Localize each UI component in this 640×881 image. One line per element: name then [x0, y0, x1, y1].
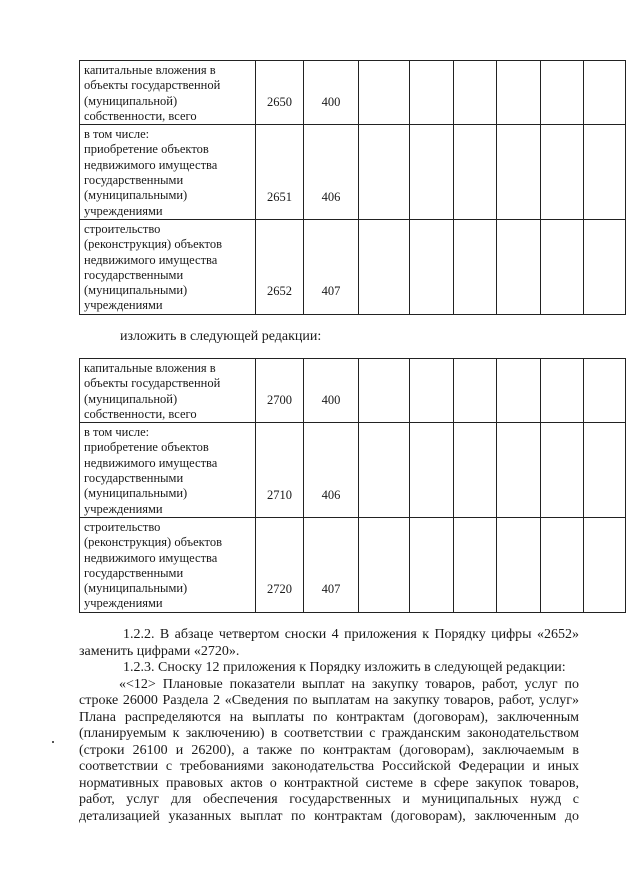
row-name-line: (муниципальными): [84, 581, 188, 596]
empty-cell: [359, 423, 410, 518]
row-name-line: (муниципальной): [84, 391, 178, 406]
empty-cell: [584, 359, 626, 423]
kbk-code-cell: 406: [304, 125, 359, 220]
row-name-cell: [80, 219, 256, 314]
table-after: [79, 358, 626, 613]
empty-cell: [359, 61, 410, 125]
row-name-line: (реконструкция) объектов: [84, 237, 222, 252]
empty-cell: [410, 517, 454, 612]
row-name-line: строительство: [84, 519, 161, 534]
row-name-line: учреждениями: [84, 596, 163, 611]
empty-cell: [454, 219, 497, 314]
row-name-line: приобретение объектов: [84, 440, 209, 455]
empty-cell: [497, 359, 541, 423]
row-name-line: учреждениями: [84, 298, 163, 313]
empty-cell: [410, 423, 454, 518]
paragraph-line: (строки 26100 и 26200), а также по контрактам (договорам), заключаемым в: [79, 742, 579, 758]
paragraph-line: заменить цифрами «2720».: [79, 643, 240, 659]
row-name-line: объекты государственной: [84, 78, 221, 93]
line-code-cell: 2710: [256, 423, 304, 518]
row-name-line: государственными: [84, 267, 184, 282]
line-code-cell: 2652: [256, 219, 304, 314]
empty-cell: [541, 125, 584, 220]
table-row: [80, 125, 626, 220]
line-code-cell: 2650: [256, 61, 304, 125]
empty-cell: [410, 359, 454, 423]
row-name-line: (муниципальными): [84, 283, 188, 298]
row-name-line: строительство: [84, 221, 161, 236]
row-name-line: учреждениями: [84, 501, 163, 516]
table-row: [80, 423, 626, 518]
row-name-line: капитальные вложения в: [84, 63, 216, 77]
row-name-line: недвижимого имущества: [84, 252, 218, 267]
paragraph-line: 1.2.3. Сноску 12 приложения к Порядку изложить в следующей редакции:: [123, 660, 566, 675]
kbk-code-cell: 406: [304, 423, 359, 518]
empty-cell: [454, 359, 497, 423]
empty-cell: [454, 423, 497, 518]
empty-cell: [359, 125, 410, 220]
row-name-line: объекты государственной: [84, 376, 221, 391]
kbk-code-cell: 407: [304, 219, 359, 314]
row-name-cell: [80, 359, 256, 423]
paragraph-line: «<12> Плановые показатели выплат на закупку товаров, работ, услуг по: [119, 676, 579, 692]
empty-cell: [584, 61, 626, 125]
line-code-cell: 2700: [256, 359, 304, 423]
row-name-line: в том числе:: [84, 127, 150, 142]
empty-cell: [541, 359, 584, 423]
empty-cell: [359, 219, 410, 314]
empty-cell: [359, 359, 410, 423]
empty-cell: [584, 219, 626, 314]
paragraph-line: строке 26000 Раздела 2 «Сведения по выплатам на закупку товаров, работ, услуг»: [79, 693, 579, 708]
empty-cell: [454, 125, 497, 220]
empty-cell: [584, 517, 626, 612]
empty-cell: [497, 517, 541, 612]
table-row: [80, 219, 626, 314]
row-name-line: капитальные вложения в: [84, 361, 216, 375]
row-name-line: (реконструкция) объектов: [84, 535, 222, 550]
row-name-line: недвижимого имущества: [84, 157, 218, 172]
empty-cell: [497, 219, 541, 314]
row-name-line: государственными: [84, 565, 184, 580]
empty-cell: [584, 423, 626, 518]
line-code-cell: 2720: [256, 517, 304, 612]
table-row: [80, 517, 626, 612]
table-row: [80, 61, 626, 125]
row-name-line: в том числе:: [84, 425, 150, 440]
row-name-line: собственности, всего: [84, 108, 197, 123]
row-name-line: приобретение объектов: [84, 142, 209, 157]
line-code-cell: 2651: [256, 125, 304, 220]
kbk-code-cell: 407: [304, 517, 359, 612]
paragraph-line: детализацией указанных выплат по контрактам (договорам), заключенным до: [79, 808, 579, 824]
row-name-line: (муниципальными): [84, 486, 188, 501]
empty-cell: [541, 61, 584, 125]
row-name-line: (муниципальной): [84, 93, 178, 108]
kbk-code-cell: 400: [304, 359, 359, 423]
amendment-caption: изложить в следующей редакции:: [120, 329, 322, 344]
row-name-line: учреждениями: [84, 203, 163, 218]
empty-cell: [410, 125, 454, 220]
table-row: [80, 359, 626, 423]
paragraph-line: соответствии с требованиями законодательства Российской Федерации и иных: [79, 759, 579, 774]
empty-cell: [454, 517, 497, 612]
empty-cell: [359, 517, 410, 612]
table-before: [79, 60, 626, 315]
paragraph-line: Плана распределяются на выплаты по контрактам (договорам), заключенным: [79, 709, 579, 725]
paragraph-line: (планируемым к заключению) в соответствии с гражданским законодательством: [79, 726, 579, 741]
empty-cell: [410, 61, 454, 125]
paragraph-1-2-2: [79, 627, 579, 660]
row-name-line: недвижимого имущества: [84, 550, 218, 565]
empty-cell: [541, 517, 584, 612]
empty-cell: [584, 125, 626, 220]
row-name-cell: [80, 423, 256, 518]
paragraph-1-2-3: [79, 660, 579, 677]
empty-cell: [541, 219, 584, 314]
row-name-line: собственности, всего: [84, 406, 197, 421]
empty-cell: [410, 219, 454, 314]
row-name-cell: [80, 61, 256, 125]
empty-cell: [497, 423, 541, 518]
empty-cell: [497, 125, 541, 220]
row-name-line: государственными: [84, 173, 184, 188]
row-name-line: (муниципальными): [84, 188, 188, 203]
kbk-code-cell: 400: [304, 61, 359, 125]
empty-cell: [497, 61, 541, 125]
empty-cell: [541, 423, 584, 518]
scan-speck: [52, 741, 54, 743]
empty-cell: [454, 61, 497, 125]
row-name-line: государственными: [84, 471, 184, 486]
body-text: [79, 627, 579, 825]
footnote-12-text: [79, 677, 579, 826]
paragraph-line: работ, услуг для обеспечения государственных и муниципальных нужд с: [79, 792, 579, 807]
row-name-cell: [80, 125, 256, 220]
row-name-line: недвижимого имущества: [84, 455, 218, 470]
paragraph-line: 1.2.2. В абзаце четвертом сноски 4 приложения к Порядку цифры «2652»: [123, 627, 579, 642]
paragraph-line: нормативных правовых актов о контрактной системе в сфере закупок товаров,: [79, 775, 579, 791]
row-name-cell: [80, 517, 256, 612]
